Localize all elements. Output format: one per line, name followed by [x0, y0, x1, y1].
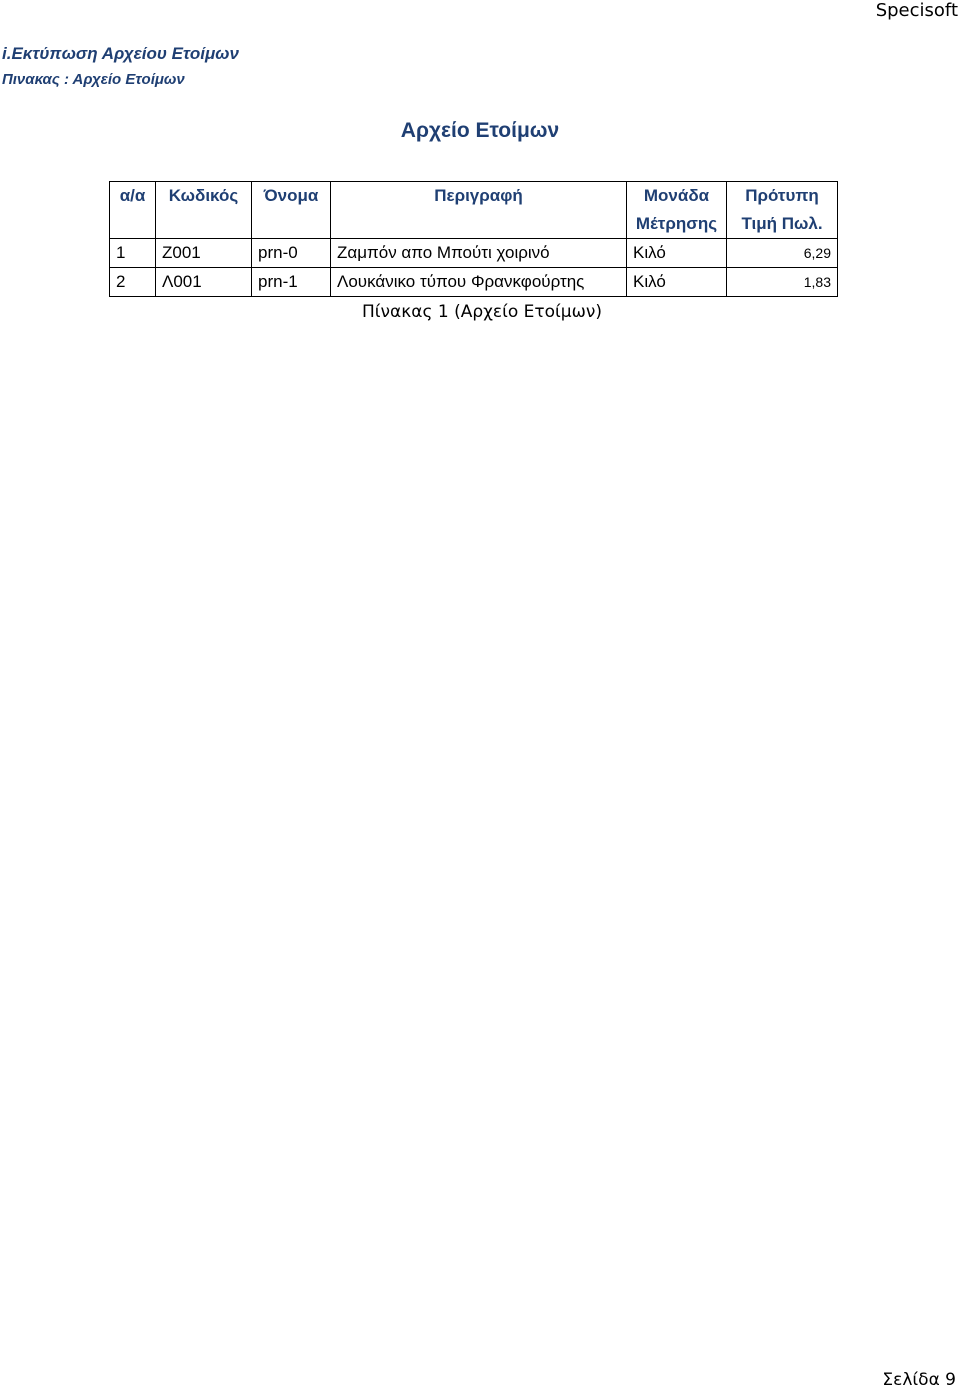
header-price: [727, 182, 838, 239]
table-header-row: [110, 182, 838, 239]
cell-code: Ζ001: [156, 239, 252, 268]
document-title: Αρχείο Ετοίμων: [400, 119, 560, 142]
cell-unit: Κιλό: [627, 268, 727, 297]
cell-description: Λουκάνικο τύπου Φρανκφούρτης: [331, 268, 627, 297]
header-unit-line1: Μονάδα: [643, 186, 710, 205]
header-unit-line2: Μέτρησης: [635, 214, 718, 233]
header-unit: [627, 182, 727, 239]
cell-unit: Κιλό: [627, 239, 727, 268]
table-row: [110, 239, 838, 268]
cell-price: 6,29: [727, 239, 838, 268]
table-caption: Πίνακας 1 (Αρχείο Ετοίμων): [362, 302, 602, 322]
section-subtitle: Πινακας : Αρχείο Ετοίμων: [2, 71, 185, 88]
header-description: Περιγραφή: [331, 182, 627, 239]
cell-price: 1,83: [727, 268, 838, 297]
header-code: Κωδικός: [156, 182, 252, 239]
table-row: [110, 268, 838, 297]
cell-aa: 1: [110, 239, 156, 268]
cell-description: Ζαμπόν απο Μπούτι χοιρινό: [331, 239, 627, 268]
header-name: Όνομα: [252, 182, 331, 239]
brand-header: Specisoft: [875, 0, 958, 21]
header-aa: α/α: [110, 182, 156, 239]
cell-name: prn-1: [252, 268, 331, 297]
cell-name: prn-0: [252, 239, 331, 268]
products-table: [109, 181, 838, 297]
cell-aa: 2: [110, 268, 156, 297]
header-price-line1: Πρότυπη: [745, 186, 819, 205]
header-price-line2: Τιμή Πωλ.: [741, 214, 823, 233]
cell-code: Λ001: [156, 268, 252, 297]
section-title: i.Εκτύπωση Αρχείου Ετοίμων: [2, 44, 239, 63]
page-number: Σελίδα 9: [882, 1370, 956, 1390]
